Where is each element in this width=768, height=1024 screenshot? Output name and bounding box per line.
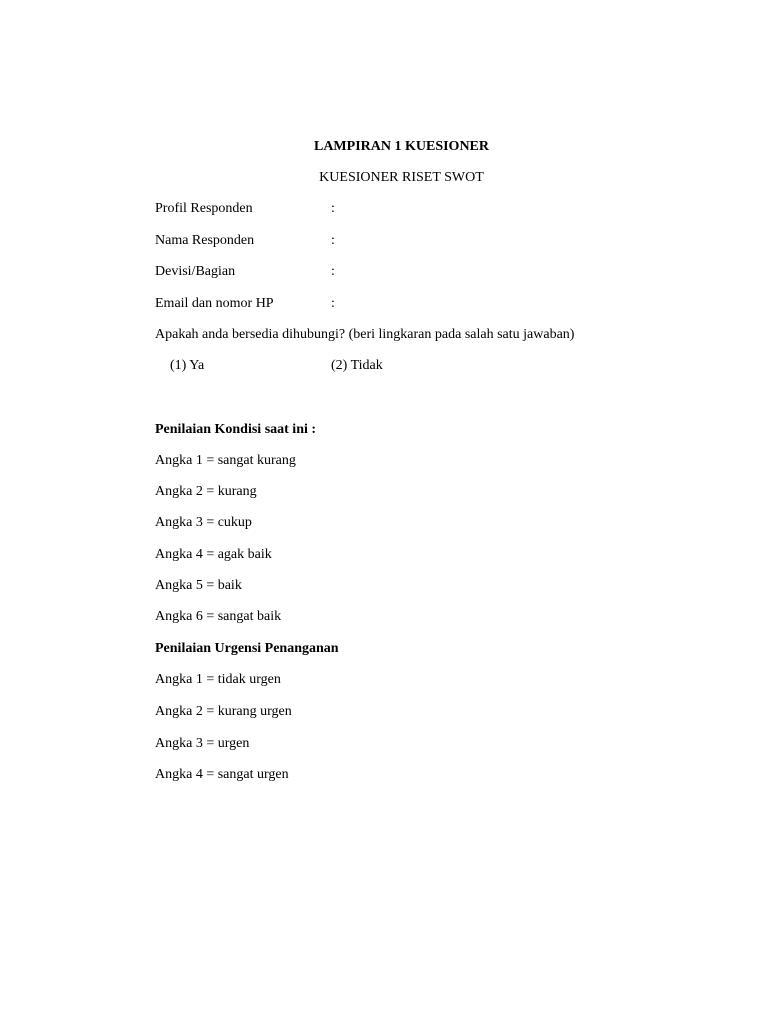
urgensi-item: Angka 3 = urgen <box>155 736 250 751</box>
kondisi-item: Angka 5 = baik <box>155 578 242 593</box>
field-label-devisi: Devisi/Bagian <box>155 264 236 279</box>
field-colon-profil: : <box>331 201 335 216</box>
kondisi-heading: Penilaian Kondisi saat ini : <box>155 422 317 437</box>
field-colon-devisi: : <box>331 264 335 279</box>
field-label-nama: Nama Responden <box>155 233 255 248</box>
document-title: LAMPIRAN 1 KUESIONER <box>313 139 489 154</box>
kondisi-item: Angka 6 = sangat baik <box>155 609 282 624</box>
option-ya: (1) Ya <box>170 358 205 373</box>
urgensi-item: Angka 2 = kurang urgen <box>155 704 292 719</box>
kondisi-item: Angka 2 = kurang <box>155 484 257 499</box>
urgensi-heading: Penilaian Urgensi Penanganan <box>155 641 339 656</box>
option-tidak: (2) Tidak <box>331 358 383 373</box>
kondisi-item: Angka 1 = sangat kurang <box>155 453 296 468</box>
urgensi-item: Angka 1 = tidak urgen <box>155 672 281 687</box>
contact-question: Apakah anda bersedia dihubungi? (beri lingkaran pada salah satu jawaban) <box>155 327 575 342</box>
field-label-profil: Profil Responden <box>155 201 253 216</box>
field-colon-nama: : <box>331 233 335 248</box>
kondisi-item: Angka 4 = agak baik <box>155 547 272 562</box>
kondisi-item: Angka 3 = cukup <box>155 515 252 530</box>
field-label-email: Email dan nomor HP <box>155 296 274 311</box>
document-subtitle: KUESIONER RISET SWOT <box>319 170 484 185</box>
field-colon-email: : <box>331 296 335 311</box>
urgensi-item: Angka 4 = sangat urgen <box>155 767 289 782</box>
